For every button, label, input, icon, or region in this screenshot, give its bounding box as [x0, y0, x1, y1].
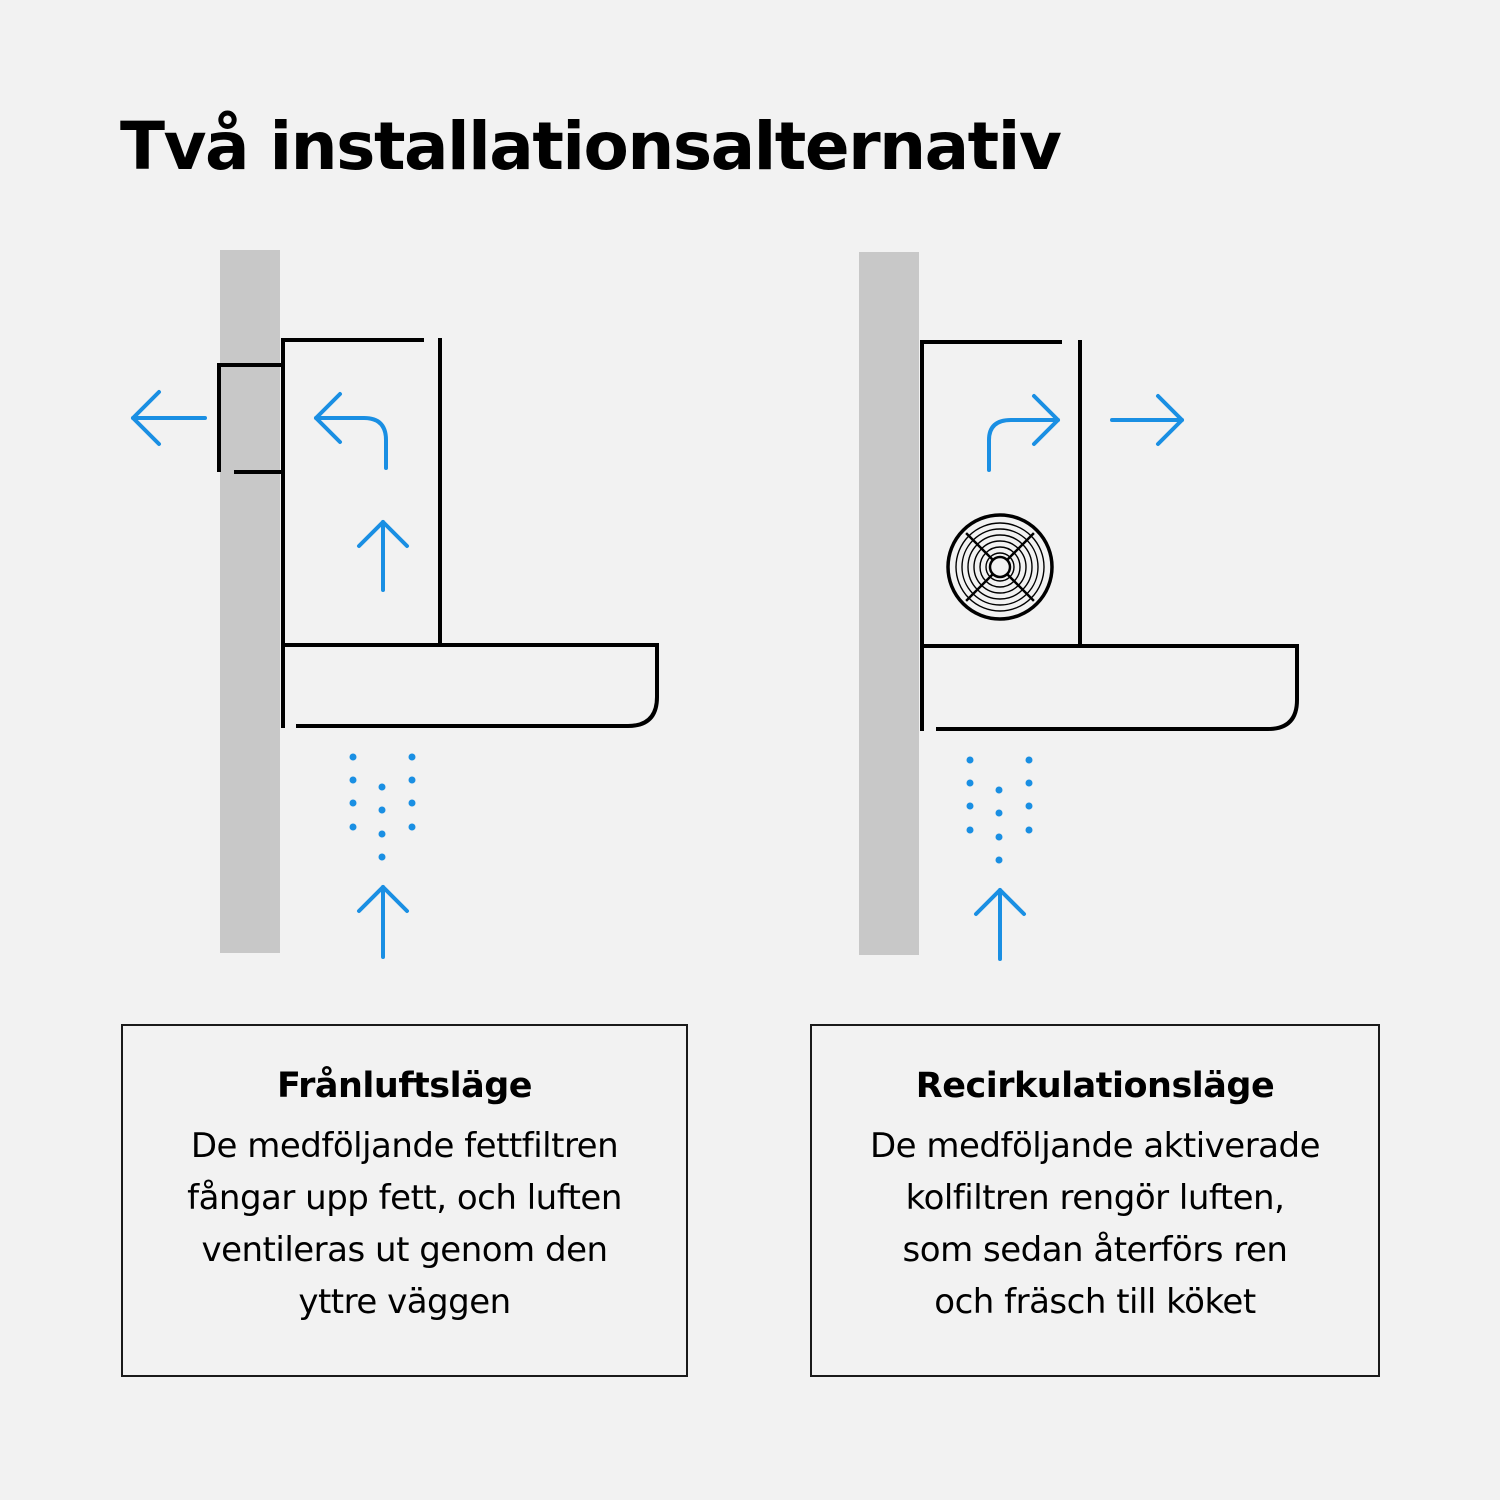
- outflow-arrow-right-icon: [1112, 396, 1182, 444]
- bend-up-right-arrow-icon: [989, 396, 1058, 470]
- description-line: De medföljande fettfiltren: [190, 1126, 619, 1166]
- description-line: yttre väggen: [298, 1282, 511, 1322]
- fan-filter-icon: [948, 515, 1052, 619]
- card-description: [123, 1120, 686, 1328]
- page-title: Två installationsalternativ: [120, 108, 1061, 185]
- recirculation-mode-diagram: [859, 252, 1297, 959]
- hood-outline: [283, 340, 657, 726]
- description-line: som sedan återförs ren: [902, 1230, 1288, 1270]
- bend-up-left-arrow-icon: [316, 394, 386, 468]
- exhaust-mode-card: [121, 1024, 688, 1377]
- steam-dots: [967, 757, 1033, 864]
- description-line: ventileras ut genom den: [201, 1230, 608, 1270]
- intake-up-arrow-icon: [359, 887, 407, 957]
- intake-up-arrow-icon: [976, 890, 1024, 959]
- up-arrow-icon: [359, 522, 407, 590]
- description-line: och fräsch till köket: [934, 1282, 1256, 1322]
- card-title: Recirkulationsläge: [915, 1066, 1275, 1106]
- description-line: kolfiltren rengör luften,: [905, 1178, 1285, 1218]
- card-description: [812, 1120, 1378, 1328]
- wall: [859, 252, 919, 955]
- wall: [220, 250, 280, 953]
- description-line: fångar upp fett, och luften: [187, 1178, 622, 1218]
- exhaust-arrow-left-icon: [133, 392, 205, 444]
- steam-dots: [350, 754, 416, 861]
- exhaust-mode-diagram: [133, 250, 657, 957]
- description-line: De medföljande aktiverade: [869, 1126, 1321, 1166]
- recirculation-mode-card: [810, 1024, 1380, 1377]
- card-title: Frånluftsläge: [276, 1066, 533, 1106]
